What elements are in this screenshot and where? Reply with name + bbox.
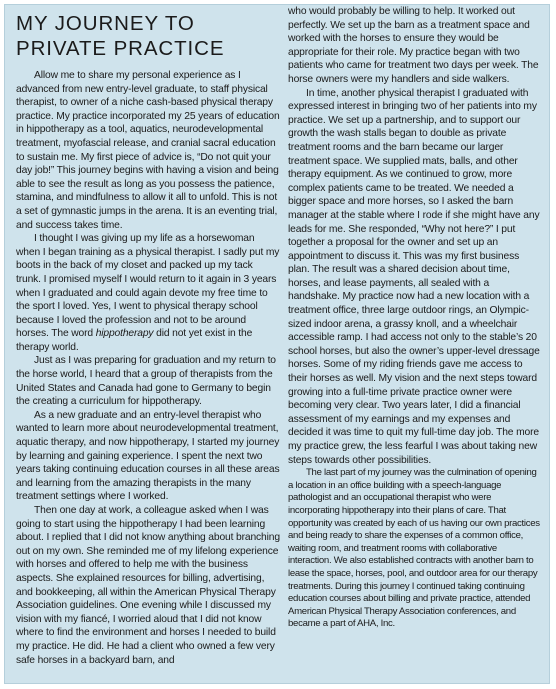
hippotherapy-term: hippotherapy: [95, 328, 154, 340]
paragraph-culmination: The last part of my journey was the culmination of opening a location in an office building with a speech-language pathologist and an occupational therapist who were incorporating hippotherapy into their plans of care. That opportunity was created by each of us having our own practices and being ready to share the expenses of a common office, waiting room, and treatment rooms with collaborative interaction. We also established contracts with another barn to lease the space, horses, pool, and outdoor area for our therapy treatments. During this journey I continued taking continuing education courses about billing and private practice, attended American Physical Therapy Association conferences, and became a part of AHA, Inc.: [288, 467, 540, 630]
article-panel: [4, 4, 550, 684]
paragraph-horsewoman-text-b: did not yet exist in the therapy world.: [16, 328, 253, 353]
title-line-2: PRIVATE PRACTICE: [16, 37, 225, 60]
right-column: [288, 5, 540, 631]
paragraph-colleague: Then one day at work, a colleague asked when I was going to start using the hippotherapy I had been learning about. I replied that I did not know anything about branching out on my own. She reminded me of my lifelong experience with horses and offered to help me with the business aspects. She explained resources for billing, advertising, and bookkeeping, all within the American Physical Therapy Association guidelines. One evening while I discussed my vision with my fiancé, I worried aloud that I did not know where to find the environment and horses I needed to build my practice. He did. He had a client who owned a few very safe horses in a backyard barn, and: [16, 505, 280, 666]
paragraph-colleague-continued: who would probably be willing to help. It worked out perfectly. We set up the barn as a treatment space and worked with the horses to ensure they would be appropriate for their role. My practice began with two patients who came for treatment two days per week. The horse owners were my handlers and side walkers.: [288, 6, 539, 85]
article-title: [16, 11, 280, 61]
paragraph-graduation: Just as I was preparing for graduation and my return to the horse world, I heard that a group of therapists from the United States and Canada had gone to Germany to begin the creating a curriculum for hippotherapy.: [16, 355, 276, 408]
paragraph-new-graduate: As a new graduate and an entry-level therapist who wanted to learn more about neurodevelopmental treatment, aquatic therapy, and now hippotherapy, I started my journey by learning and gaining experience. I spent the next two years taking continuing education courses in all these areas and learning from the amazing therapists in the many treatment settings where I worked.: [16, 409, 280, 503]
paragraph-intro: Allow me to share my personal experience as I advanced from new entry-level graduate, to staff physical therapist, to owner of a niche cash-based physical therapy practice. My practice incorporated my 25 years of education in hippotherapy as a tool, aquatics, neurodevelopmental treatment, myofascial release, and cranial sacral education to sustain me. My first piece of advice is, “Do not quit your day job!” This journey begins with having a vision and being able to see the result as long as you possess the patience, stamina, and mindfulness to allow it all to unfold. This is not a set of gymnastic jumps in the arena. It is an eventing trial, and success takes time.: [16, 70, 280, 231]
paragraph-partnership: In time, another physical therapist I graduated with expressed interest in bringing two of her patients into my practice. We set up a partnership, and to support our growth the wash stalls began to double as private treatment rooms and the barn became our larger treatment space. We supplied mats, balls, and other therapy equipment. As we continued to grow, more complex patients came to be treated. We needed a bigger space and more horses, so I asked the barn manager at the stable where I rode if she might have any leads for me. She responded, “Why not here?” I put together a proposal for the owner and set up an appointment to discuss it. This was my first business plan. The result was a shared decision about time, horses, and lease payments, all sealed with a handshake. My practice now had a new location with a treatment office, three large outdoor rings, an Olympic-sized indoor arena, a grassy knoll, and a wheelchair accessible ramp. I had access not only to the stable’s 20 school horses, but also the owner’s upper-level dressage horses. Some of my riding friends gave me access to their horses as well. My vision and the next steps toward growing into a full-time private practice owner were becoming very clear. Two years later, I did a financial assessment of my earnings and my expenses and decided it was time to quit my full-time day job. The more my practice grew, the less fearful I was about taking new steps towards other possibilities.: [288, 87, 540, 466]
title-line-1: MY JOURNEY TO: [16, 12, 195, 35]
paragraph-horsewoman-text-a: I thought I was giving up my life as a horsewoman when I began training as a physical therapist. I sadly put my boots in the back of my closet and packed up my tack trunk. I promised myself I would return to it again in 3 years when I graduated and could again devote my free time to the sport I loved. Yes, I went to physical therapy school because I loved the profession and not to be around horses. The word: [16, 233, 280, 340]
paragraph-horsewoman: [16, 232, 280, 354]
left-column: [16, 5, 280, 667]
